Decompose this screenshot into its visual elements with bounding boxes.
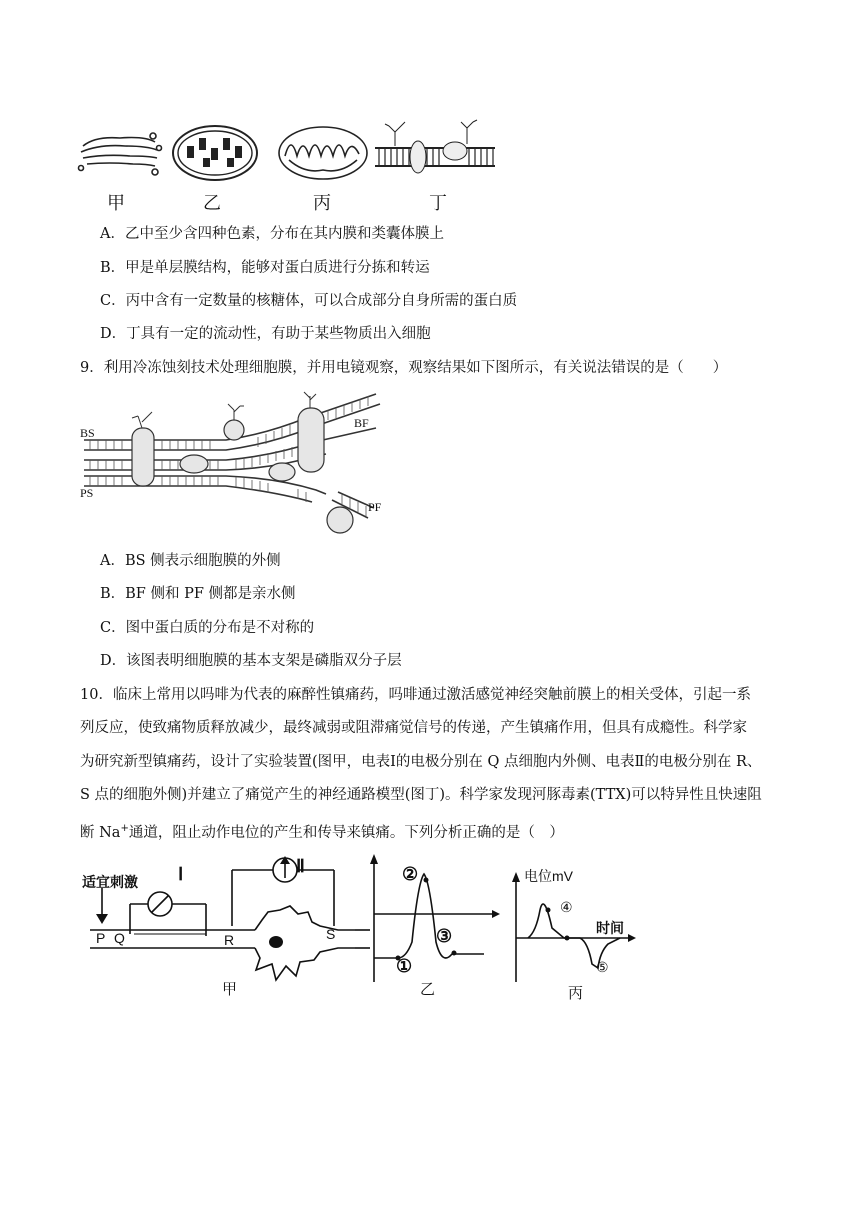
q9-option-b: B．BF 侧和 PF 侧都是亲水侧 xyxy=(100,586,296,602)
golgi-drawing xyxy=(79,133,162,175)
figure-label-bing: 丙 xyxy=(313,193,331,214)
point-r: R xyxy=(224,932,235,948)
stim-label: 适宜刺激 xyxy=(82,874,138,890)
q10-stem-line-2: 列反应，使致痛物质释放减少，最终减弱或阻滞痛觉信号的传递，产生镇痛作用，但具有成瘾性。科学家 xyxy=(80,720,747,736)
q8-option-c: C．丙中含有一定数量的核糖体，可以合成部分自身所需的蛋白质 xyxy=(100,293,518,309)
mitochondrion-drawing xyxy=(279,127,367,179)
mark-3: ③ xyxy=(436,926,453,947)
figure-label-ding: 丁 xyxy=(429,193,447,214)
q10-stem-line-5 xyxy=(80,819,564,843)
mark-1: ① xyxy=(396,956,413,977)
figure-label-jia: 甲 xyxy=(107,193,125,214)
q9-stem: 9．利用冷冻蚀刻技术处理细胞膜，并用电镜观察，观察结果如下图所示，有关说法错误的是（ ） xyxy=(80,360,728,376)
point-s: S xyxy=(326,926,336,942)
figure-label-yi: 乙 xyxy=(203,193,221,214)
mark-2: ② xyxy=(402,864,419,885)
q10-line5-pre: 断 Na xyxy=(80,824,121,841)
q8-option-d: D．丁具有一定的流动性，有助于某些物质出入细胞 xyxy=(100,326,431,342)
label-bs: BS xyxy=(80,426,95,440)
q8-option-a: A．乙中至少含四种色素，分布在其内膜和类囊体膜上 xyxy=(100,226,444,242)
meter-2-label: Ⅱ xyxy=(296,856,305,876)
q10-stem-line-3: 为研究新型镇痛药，设计了实验装置(图甲，电表Ⅰ的电极分别在 Q 点细胞内外侧、电表Ⅱ的电极分别在 R、 xyxy=(80,754,762,770)
label-jia: 甲 xyxy=(222,980,238,998)
q10-stem-line-1: 10．临床上常用以吗啡为代表的麻醉性镇痛药，吗啡通过激活感觉神经突触前膜上的相关受体，引起一系 xyxy=(80,687,751,703)
q9-option-d: D．该图表明细胞膜的基本支架是磷脂双分子层 xyxy=(100,653,402,669)
meter-1-label: Ⅰ xyxy=(178,864,184,884)
organelle-drawings xyxy=(75,118,505,188)
freeze-etch-membrane xyxy=(76,388,406,538)
q10-line5-sup: + xyxy=(120,823,129,834)
q10-line5-post: 通道，阻止动作电位的产生和传导来镇痛。下列分析正确的是（ ） xyxy=(128,824,564,841)
label-bf: BF xyxy=(354,416,369,430)
freeze-etch-figure xyxy=(76,388,406,538)
label-ps: PS xyxy=(80,486,94,500)
point-p: P xyxy=(96,930,106,946)
label-bing: 丙 xyxy=(568,984,584,1002)
label-yi: 乙 xyxy=(420,980,436,998)
mark-4: ④ xyxy=(560,900,573,916)
membrane-drawing xyxy=(375,120,495,173)
axis-y-label: 电位mV xyxy=(524,868,573,884)
label-pf: PF xyxy=(368,500,382,514)
organelle-figure xyxy=(75,118,505,213)
mark-5: ⑤ xyxy=(596,960,609,976)
point-q: Q xyxy=(114,930,125,946)
q8-option-b: B．甲是单层膜结构，能够对蛋白质进行分拣和转运 xyxy=(100,260,430,276)
axis-x-label: 时间 xyxy=(596,920,624,936)
q10-stem-line-4: S 点的细胞外侧)并建立了痛觉产生的神经通路模型(图丁)。科学家发现河豚毒素(TTX)可以特异性且快速阻 xyxy=(80,787,762,803)
nerve-figure xyxy=(80,852,640,1002)
q9-option-a: A．BS 侧表示细胞膜的外侧 xyxy=(100,553,281,569)
chloroplast-drawing xyxy=(173,126,257,180)
q9-option-c: C．图中蛋白质的分布是不对称的 xyxy=(100,620,315,636)
